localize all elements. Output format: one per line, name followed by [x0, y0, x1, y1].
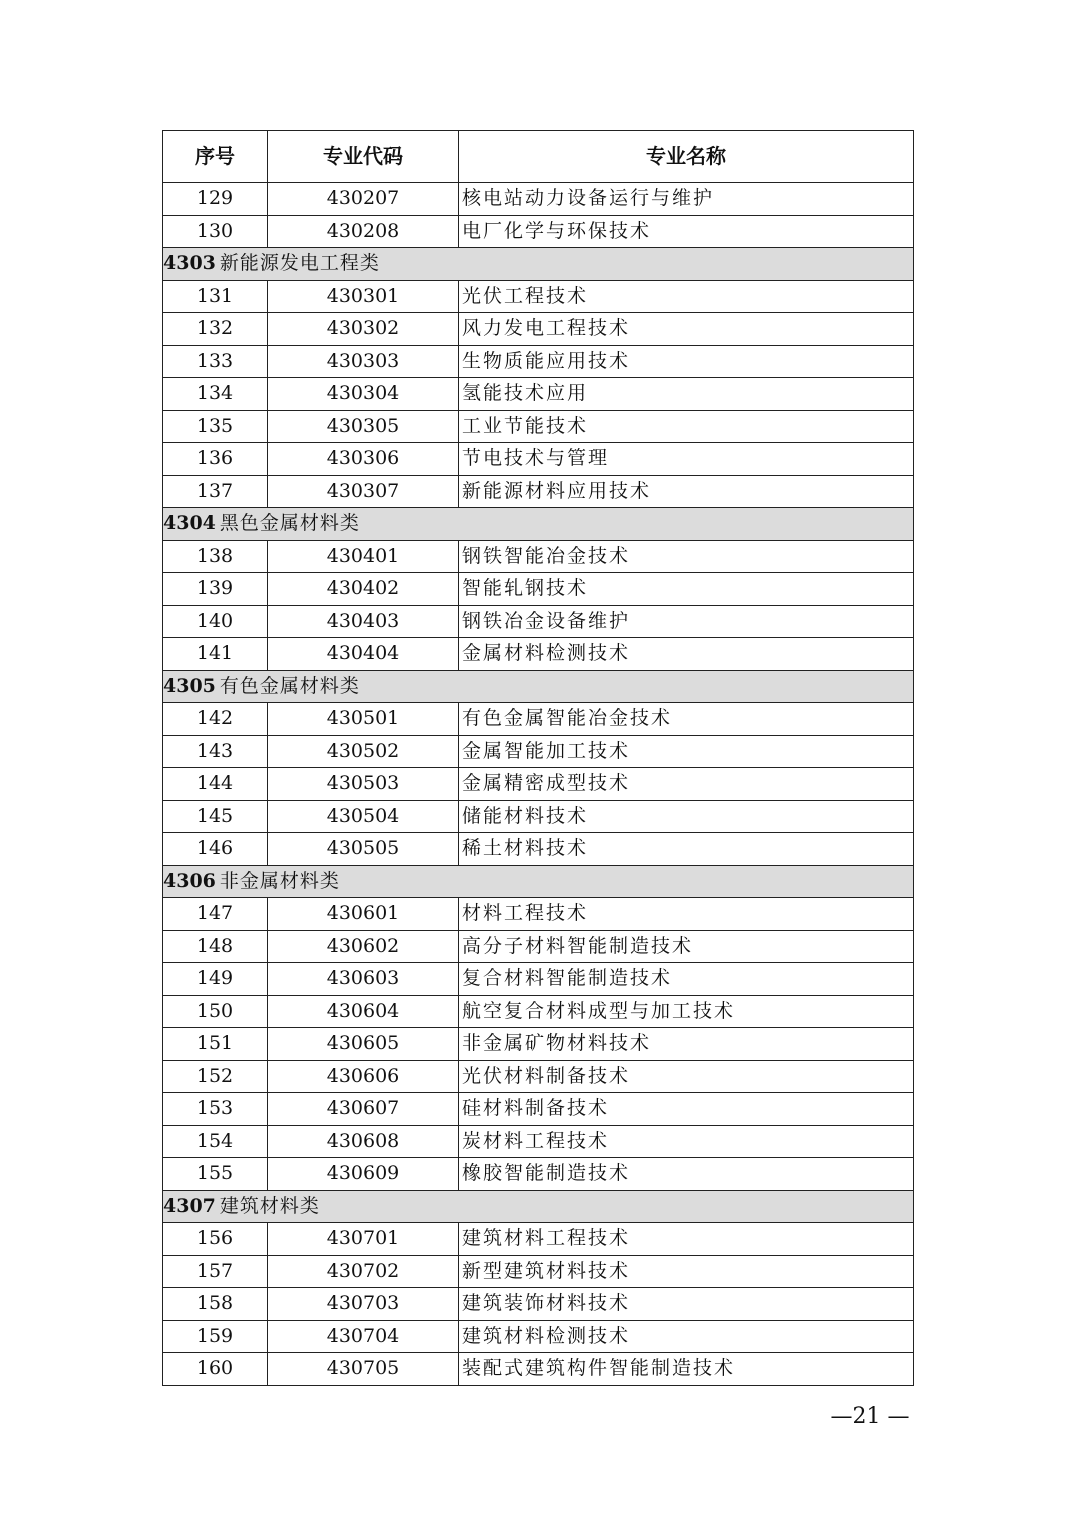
seq-cell: 134 [163, 378, 268, 411]
seq-cell: 142 [163, 703, 268, 736]
seq-cell: 154 [163, 1125, 268, 1158]
name-cell: 建筑材料检测技术 [459, 1320, 914, 1353]
table-row [163, 768, 914, 801]
code-cell: 430604 [268, 995, 459, 1028]
name-cell: 节电技术与管理 [459, 443, 914, 476]
seq-cell: 129 [163, 183, 268, 216]
table-row [163, 183, 914, 216]
table-row [163, 1353, 914, 1386]
code-cell: 430208 [268, 215, 459, 248]
table-row [163, 540, 914, 573]
table-row [163, 410, 914, 443]
table-row [163, 995, 914, 1028]
name-cell: 复合材料智能制造技术 [459, 963, 914, 996]
name-cell: 金属材料检测技术 [459, 638, 914, 671]
code-cell: 430605 [268, 1028, 459, 1061]
table-row [163, 638, 914, 671]
name-cell: 橡胶智能制造技术 [459, 1158, 914, 1191]
name-cell: 材料工程技术 [459, 898, 914, 931]
name-cell: 建筑装饰材料技术 [459, 1288, 914, 1321]
table-row [163, 313, 914, 346]
table-row [163, 930, 914, 963]
name-cell: 装配式建筑构件智能制造技术 [459, 1353, 914, 1386]
code-cell: 430305 [268, 410, 459, 443]
category-cell [163, 1190, 914, 1223]
code-cell: 430306 [268, 443, 459, 476]
code-cell: 430705 [268, 1353, 459, 1386]
name-cell: 高分子材料智能制造技术 [459, 930, 914, 963]
seq-cell: 135 [163, 410, 268, 443]
code-cell: 430404 [268, 638, 459, 671]
category-code: 4304 [163, 512, 216, 535]
majors-table [162, 130, 914, 1386]
code-cell: 430504 [268, 800, 459, 833]
name-cell: 储能材料技术 [459, 800, 914, 833]
table-row [163, 703, 914, 736]
code-cell: 430607 [268, 1093, 459, 1126]
table-row [163, 475, 914, 508]
table-header-row [163, 131, 914, 183]
category-row [163, 670, 914, 703]
seq-cell: 150 [163, 995, 268, 1028]
seq-cell: 155 [163, 1158, 268, 1191]
seq-cell: 146 [163, 833, 268, 866]
code-cell: 430207 [268, 183, 459, 216]
name-cell: 氢能技术应用 [459, 378, 914, 411]
code-cell: 430503 [268, 768, 459, 801]
name-cell: 航空复合材料成型与加工技术 [459, 995, 914, 1028]
category-row [163, 865, 914, 898]
code-cell: 430502 [268, 735, 459, 768]
table-row [163, 1093, 914, 1126]
table-row [163, 605, 914, 638]
code-cell: 430304 [268, 378, 459, 411]
category-cell [163, 865, 914, 898]
code-cell: 430303 [268, 345, 459, 378]
table-row [163, 378, 914, 411]
table-row [163, 1125, 914, 1158]
name-cell: 硅材料制备技术 [459, 1093, 914, 1126]
name-cell: 工业节能技术 [459, 410, 914, 443]
seq-cell: 148 [163, 930, 268, 963]
header-name: 专业名称 [459, 131, 914, 183]
table-row [163, 898, 914, 931]
seq-cell: 145 [163, 800, 268, 833]
table-row [163, 215, 914, 248]
seq-cell: 151 [163, 1028, 268, 1061]
code-cell: 430501 [268, 703, 459, 736]
code-cell: 430301 [268, 280, 459, 313]
seq-cell: 132 [163, 313, 268, 346]
name-cell: 钢铁智能冶金技术 [459, 540, 914, 573]
seq-cell: 159 [163, 1320, 268, 1353]
name-cell: 有色金属智能冶金技术 [459, 703, 914, 736]
seq-cell: 139 [163, 573, 268, 606]
table-row [163, 1060, 914, 1093]
code-cell: 430402 [268, 573, 459, 606]
category-name: 有色金属材料类 [219, 674, 360, 697]
category-name: 非金属材料类 [219, 869, 340, 892]
category-row [163, 248, 914, 281]
table-row [163, 280, 914, 313]
code-cell: 430602 [268, 930, 459, 963]
name-cell: 光伏材料制备技术 [459, 1060, 914, 1093]
code-cell: 430701 [268, 1223, 459, 1256]
seq-cell: 153 [163, 1093, 268, 1126]
name-cell: 新型建筑材料技术 [459, 1255, 914, 1288]
name-cell: 非金属矿物材料技术 [459, 1028, 914, 1061]
code-cell: 430403 [268, 605, 459, 638]
seq-cell: 138 [163, 540, 268, 573]
category-code: 4306 [163, 869, 216, 892]
header-seq: 序号 [163, 131, 268, 183]
code-cell: 430703 [268, 1288, 459, 1321]
category-cell [163, 508, 914, 541]
seq-cell: 130 [163, 215, 268, 248]
category-cell [163, 248, 914, 281]
seq-cell: 158 [163, 1288, 268, 1321]
seq-cell: 152 [163, 1060, 268, 1093]
seq-cell: 136 [163, 443, 268, 476]
code-cell: 430704 [268, 1320, 459, 1353]
category-name: 新能源发电工程类 [219, 252, 380, 275]
code-cell: 430601 [268, 898, 459, 931]
name-cell: 新能源材料应用技术 [459, 475, 914, 508]
name-cell: 炭材料工程技术 [459, 1125, 914, 1158]
name-cell: 稀土材料技术 [459, 833, 914, 866]
category-name: 建筑材料类 [219, 1194, 320, 1217]
table-row [163, 963, 914, 996]
code-cell: 430401 [268, 540, 459, 573]
category-code: 4307 [163, 1194, 216, 1217]
name-cell: 金属智能加工技术 [459, 735, 914, 768]
category-code: 4303 [163, 252, 216, 275]
name-cell: 建筑材料工程技术 [459, 1223, 914, 1256]
code-cell: 430608 [268, 1125, 459, 1158]
table-row [163, 833, 914, 866]
category-name: 黑色金属材料类 [219, 512, 360, 535]
code-cell: 430505 [268, 833, 459, 866]
table-row [163, 443, 914, 476]
code-cell: 430603 [268, 963, 459, 996]
table-row [163, 573, 914, 606]
page-number: —21 — [830, 1404, 910, 1429]
table-row [163, 1288, 914, 1321]
name-cell: 核电站动力设备运行与维护 [459, 183, 914, 216]
category-cell [163, 670, 914, 703]
table-body [163, 183, 914, 1386]
category-row [163, 1190, 914, 1223]
name-cell: 金属精密成型技术 [459, 768, 914, 801]
name-cell: 钢铁冶金设备维护 [459, 605, 914, 638]
code-cell: 430609 [268, 1158, 459, 1191]
name-cell: 电厂化学与环保技术 [459, 215, 914, 248]
table-row [163, 1028, 914, 1061]
name-cell: 光伏工程技术 [459, 280, 914, 313]
seq-cell: 141 [163, 638, 268, 671]
table-row [163, 800, 914, 833]
table-row [163, 1255, 914, 1288]
seq-cell: 157 [163, 1255, 268, 1288]
table-row [163, 345, 914, 378]
category-row [163, 508, 914, 541]
category-code: 4305 [163, 674, 216, 697]
code-cell: 430606 [268, 1060, 459, 1093]
name-cell: 风力发电工程技术 [459, 313, 914, 346]
table-row [163, 1223, 914, 1256]
seq-cell: 147 [163, 898, 268, 931]
seq-cell: 156 [163, 1223, 268, 1256]
name-cell: 生物质能应用技术 [459, 345, 914, 378]
seq-cell: 131 [163, 280, 268, 313]
seq-cell: 143 [163, 735, 268, 768]
table-row [163, 1320, 914, 1353]
code-cell: 430702 [268, 1255, 459, 1288]
name-cell: 智能轧钢技术 [459, 573, 914, 606]
header-code: 专业代码 [268, 131, 459, 183]
seq-cell: 149 [163, 963, 268, 996]
seq-cell: 140 [163, 605, 268, 638]
seq-cell: 144 [163, 768, 268, 801]
code-cell: 430307 [268, 475, 459, 508]
seq-cell: 160 [163, 1353, 268, 1386]
code-cell: 430302 [268, 313, 459, 346]
table-row [163, 1158, 914, 1191]
seq-cell: 133 [163, 345, 268, 378]
table-row [163, 735, 914, 768]
seq-cell: 137 [163, 475, 268, 508]
